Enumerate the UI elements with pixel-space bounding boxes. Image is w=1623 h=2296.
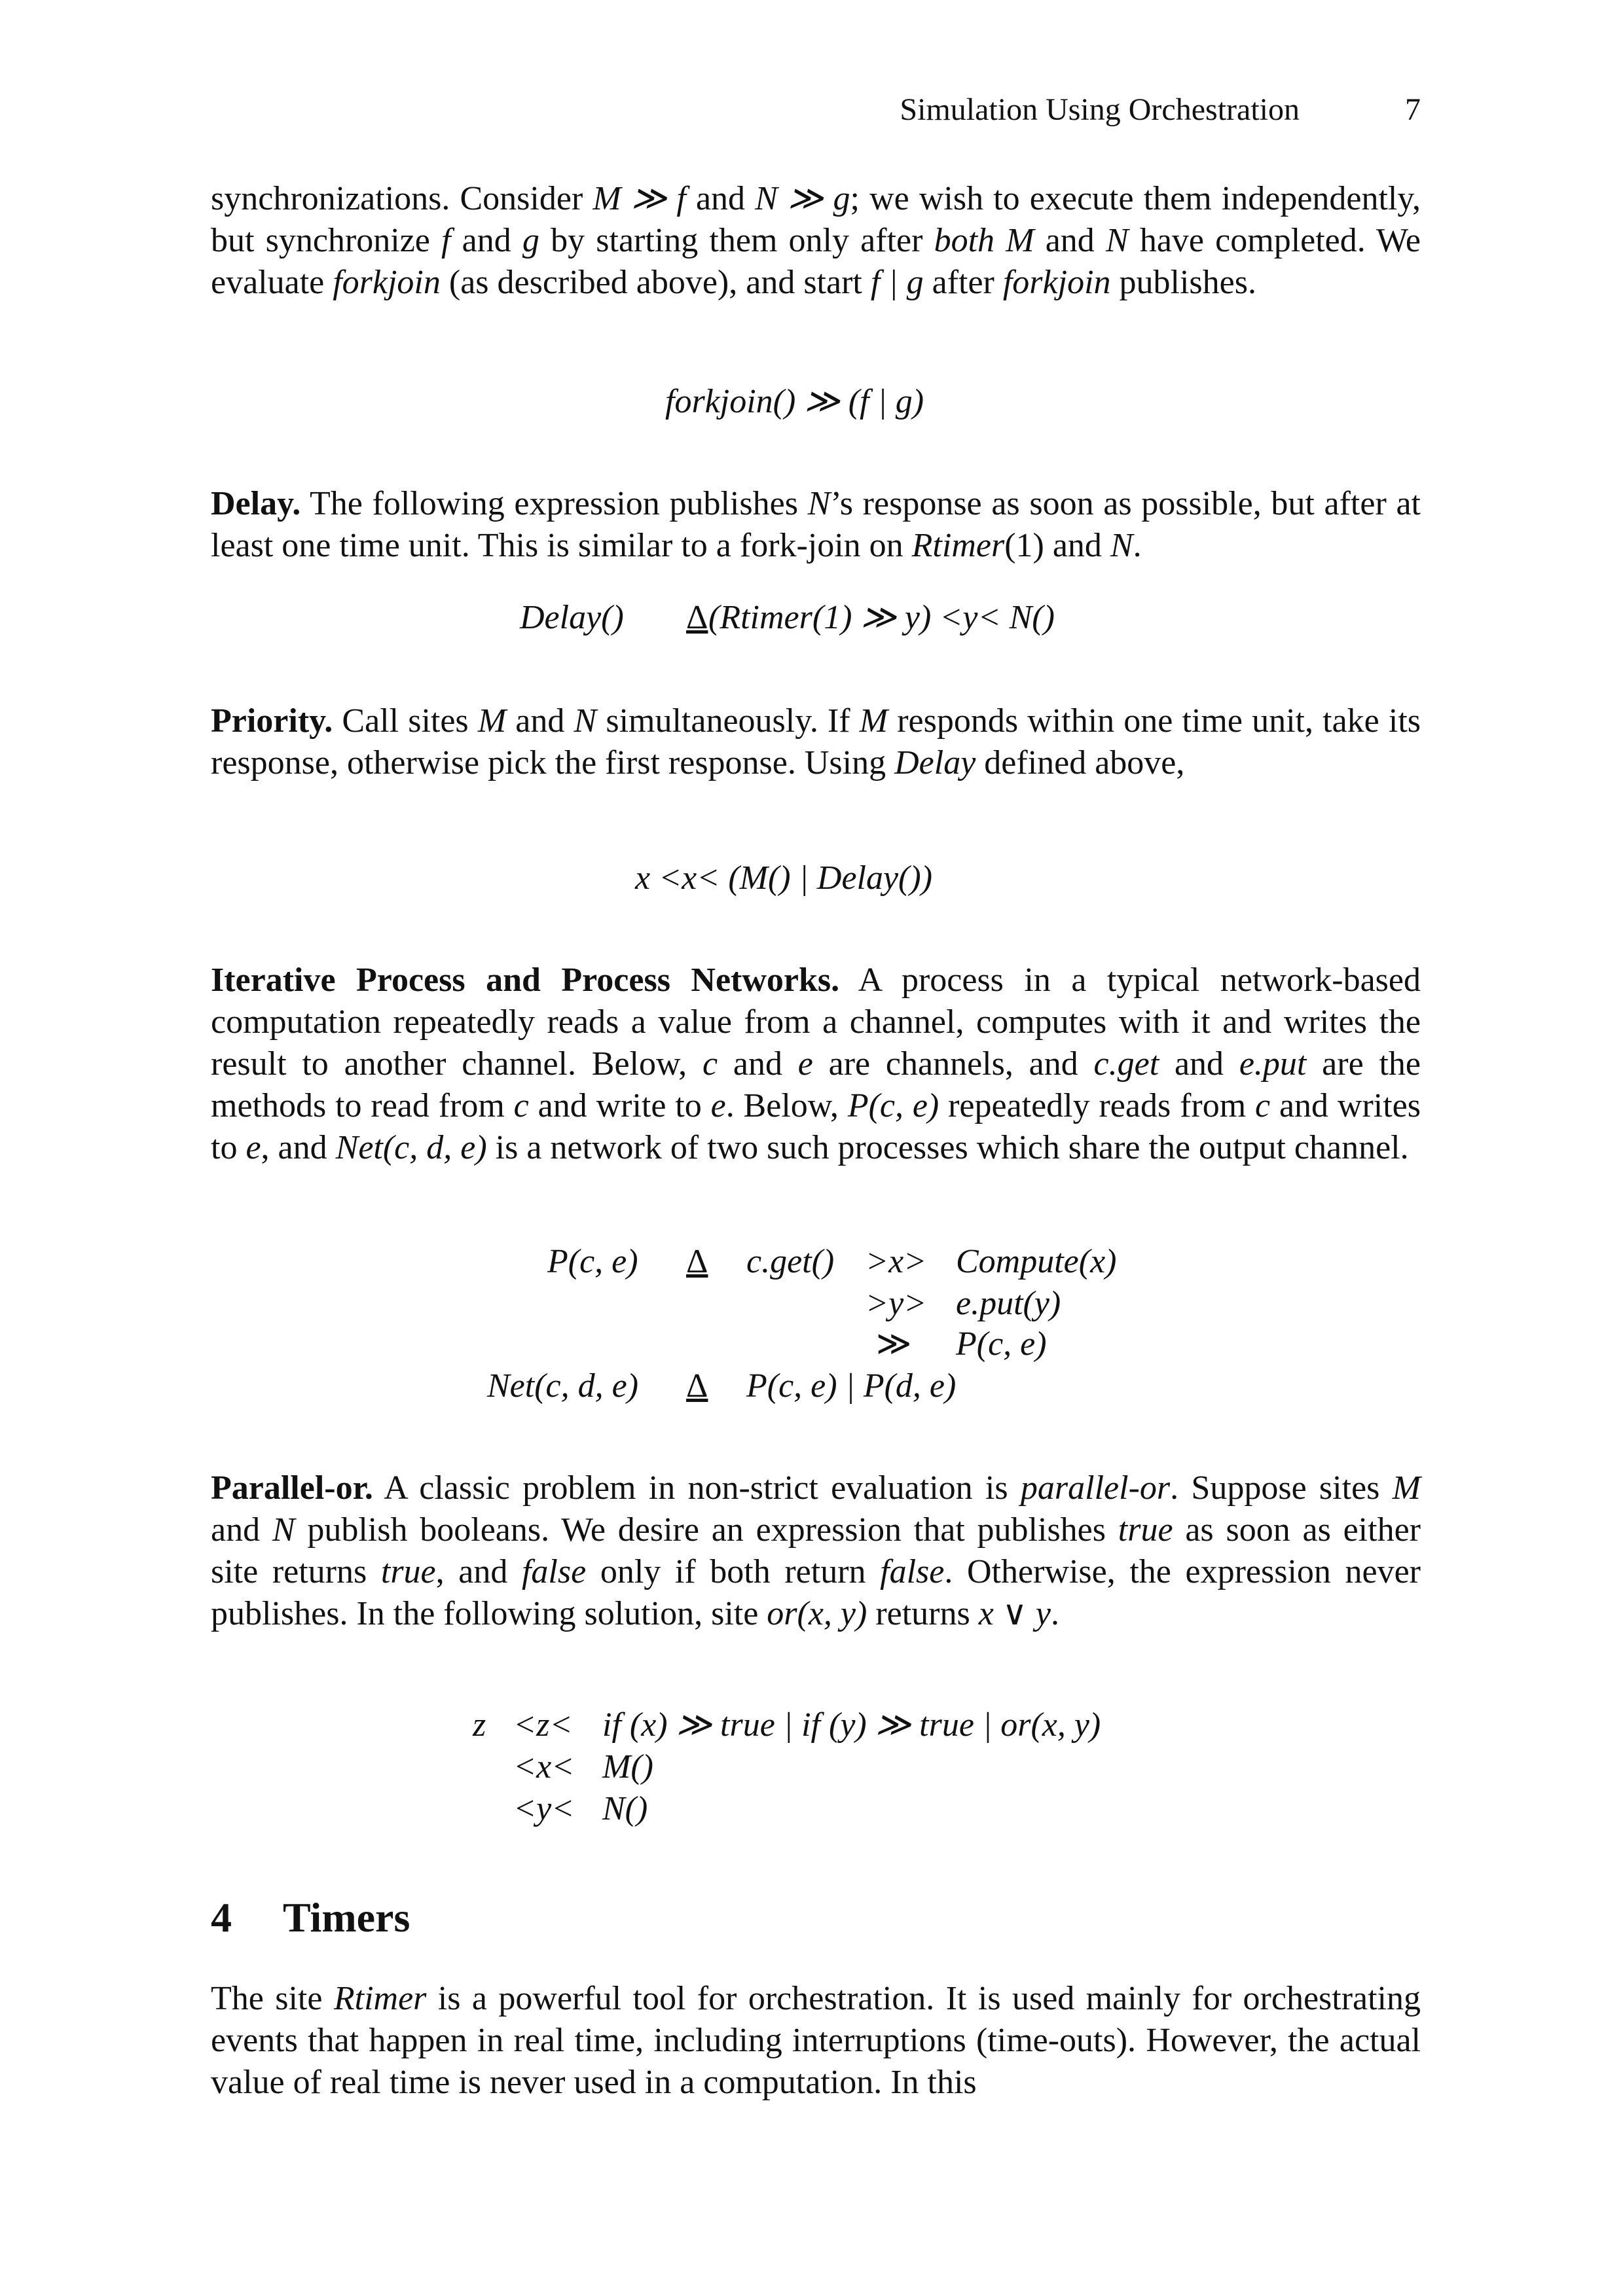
text: only if both return: [586, 1553, 881, 1590]
eq-term: P(c, e) | P(d, e): [746, 1367, 957, 1405]
text: as soon as either site returns: [211, 1511, 1421, 1590]
math: Rtimer: [333, 1980, 427, 2017]
text: [994, 222, 1006, 259]
text: and writes to: [211, 1087, 1421, 1166]
math: P(c, e): [847, 1087, 939, 1124]
text: are channels, and: [812, 1045, 1094, 1083]
math: c: [702, 1045, 718, 1083]
text: .: [1050, 1595, 1059, 1632]
emphasis: false: [880, 1553, 945, 1590]
text: , and: [261, 1129, 336, 1166]
math: Rtimer: [911, 527, 1005, 564]
equation-priority: x <x< (M() | Delay()): [635, 859, 933, 897]
text: and: [450, 222, 522, 259]
emphasis: false: [521, 1553, 587, 1590]
math: e: [246, 1129, 261, 1166]
math: forkjoin: [333, 264, 441, 301]
eq-operator: >x>: [866, 1243, 927, 1280]
text: A process in a typical network-based computation repeatedly reads a value from a channel, computes with it and writes the result to another channel. Below,: [211, 961, 1421, 1083]
math: c: [513, 1087, 529, 1124]
paragraph-heading: Parallel-or.: [211, 1469, 373, 1507]
text: synchronizations. Consider: [211, 180, 593, 217]
math: or(x, y): [767, 1595, 867, 1632]
math: M ≫ f: [593, 180, 686, 217]
text: ’s response as soon as possible, but after at least one time unit. This is similar to a fork-join on: [211, 485, 1421, 564]
eq-term: if (x) ≫ true | if (y) ≫ true | or(x, y): [602, 1706, 1101, 1744]
math: Net(c, d, e): [335, 1129, 487, 1166]
eq-operator: ≫: [876, 1325, 912, 1363]
math: N: [1105, 222, 1129, 259]
math: e: [710, 1087, 726, 1124]
eq-term: Compute(x): [956, 1243, 1117, 1280]
paragraph-heading: Delay.: [211, 485, 301, 522]
eq-lhs: P(c, e): [547, 1243, 638, 1280]
text: and write to: [528, 1087, 711, 1124]
section-title: Timers: [283, 1894, 410, 1941]
text: (as described above), and start: [440, 264, 871, 301]
text: after: [923, 264, 1003, 301]
define-symbol: Δ: [686, 1367, 708, 1405]
text: publishes.: [1110, 264, 1256, 301]
text: The following expression publishes: [301, 485, 808, 522]
text: A classic problem in non-strict evaluation is: [373, 1469, 1021, 1507]
paragraph-timers: [211, 1978, 1421, 2104]
text: publish booleans. We desire an expression that publishes: [295, 1511, 1118, 1549]
equation-delay-rhs: (Rtimer(1) ≫ y) <y< N(): [708, 599, 1055, 636]
text: . Below,: [725, 1087, 848, 1124]
text: and: [1034, 222, 1106, 259]
text: ; we wish to execute them independently, but synchronize: [211, 180, 1421, 259]
text: and: [718, 1045, 798, 1083]
emphasis: both: [934, 222, 995, 259]
text: repeatedly reads from: [939, 1087, 1256, 1124]
running-header: [211, 92, 1421, 131]
math: c.get: [1093, 1045, 1159, 1083]
define-symbol: Δ: [686, 599, 708, 636]
math: M: [1392, 1469, 1421, 1507]
paragraph-heading: Priority.: [211, 702, 333, 740]
eq-term: c.get(): [746, 1243, 835, 1280]
emphasis: parallel-or: [1020, 1469, 1171, 1507]
eq-operator: >y>: [866, 1285, 927, 1322]
eq-term: M(): [602, 1748, 653, 1785]
eq-term: N(): [602, 1790, 648, 1827]
math: x ∨ y: [978, 1595, 1051, 1632]
text: by starting them only after: [539, 222, 934, 259]
text: and: [1159, 1045, 1239, 1083]
running-title: Simulation Using Orchestration: [900, 92, 1300, 127]
math: e: [797, 1045, 813, 1083]
text: .: [1133, 527, 1142, 564]
eq-lhs: Net(c, d, e): [487, 1367, 639, 1405]
text: (1) and: [1004, 527, 1110, 564]
math: M: [477, 702, 507, 740]
paragraph-parallel-or: [211, 1467, 1421, 1635]
math: N: [574, 702, 597, 740]
text: and: [506, 702, 574, 740]
eq-operator: <z<: [513, 1706, 573, 1744]
text: Call sites: [333, 702, 478, 740]
section-number: 4: [211, 1894, 232, 1941]
text: The site: [211, 1980, 334, 2017]
paragraph-delay: [211, 483, 1421, 567]
emphasis: true: [380, 1553, 436, 1590]
paragraph-heading: Iterative Process and Process Networks.: [211, 961, 840, 999]
math: N: [272, 1511, 295, 1549]
math: forkjoin: [1002, 264, 1111, 301]
text: is a powerful tool for orchestration. It is used mainly for orchestrating events that happen in real time, including interruptions (time-outs). However, the actual value of real time is never used in a computation. In this: [211, 1980, 1421, 2101]
text: , and: [435, 1553, 522, 1590]
section-heading: [211, 1893, 410, 1942]
define-symbol: Δ: [686, 1243, 708, 1280]
math: N ≫ g: [755, 180, 850, 217]
math: f | g: [870, 264, 924, 301]
text: are the methods to read from: [211, 1045, 1421, 1124]
eq-term: e.put(y): [956, 1285, 1061, 1322]
math: N: [1110, 527, 1133, 564]
paragraph-priority: [211, 700, 1421, 784]
math: M: [859, 702, 888, 740]
text: and: [211, 1511, 272, 1549]
equation-forkjoin: forkjoin() ≫ (f | g): [665, 383, 924, 420]
math: e.put: [1239, 1045, 1307, 1083]
text: and: [685, 180, 756, 217]
text: responds within one time unit, take its response, otherwise pick the first response. Using: [211, 702, 1421, 781]
paragraph-synchronization: [211, 178, 1421, 304]
eq-operator: <x<: [513, 1748, 575, 1785]
math: N: [807, 485, 831, 522]
eq-term: P(c, e): [956, 1325, 1047, 1363]
text: . Suppose sites: [1170, 1469, 1393, 1507]
emphasis: true: [1118, 1511, 1173, 1549]
math: Delay: [894, 744, 976, 781]
text: have completed. We evaluate: [211, 222, 1421, 301]
equation-delay-lhs: Delay(): [520, 599, 624, 636]
math: M: [1006, 222, 1034, 259]
math: c: [1255, 1087, 1271, 1124]
paragraph-iterative-process: [211, 960, 1421, 1169]
text: . Otherwise, the expression never publishes. In the following solution, site: [211, 1553, 1421, 1632]
text: is a network of two such processes which share the output channel.: [486, 1129, 1409, 1166]
eq-operator: <y<: [513, 1790, 575, 1827]
text: returns: [867, 1595, 979, 1632]
text: defined above,: [976, 744, 1185, 781]
page-number: 7: [1405, 92, 1421, 127]
math: f: [441, 222, 451, 259]
eq-var: z: [473, 1706, 486, 1744]
text: simultaneously. If: [596, 702, 860, 740]
math: g: [522, 222, 539, 259]
